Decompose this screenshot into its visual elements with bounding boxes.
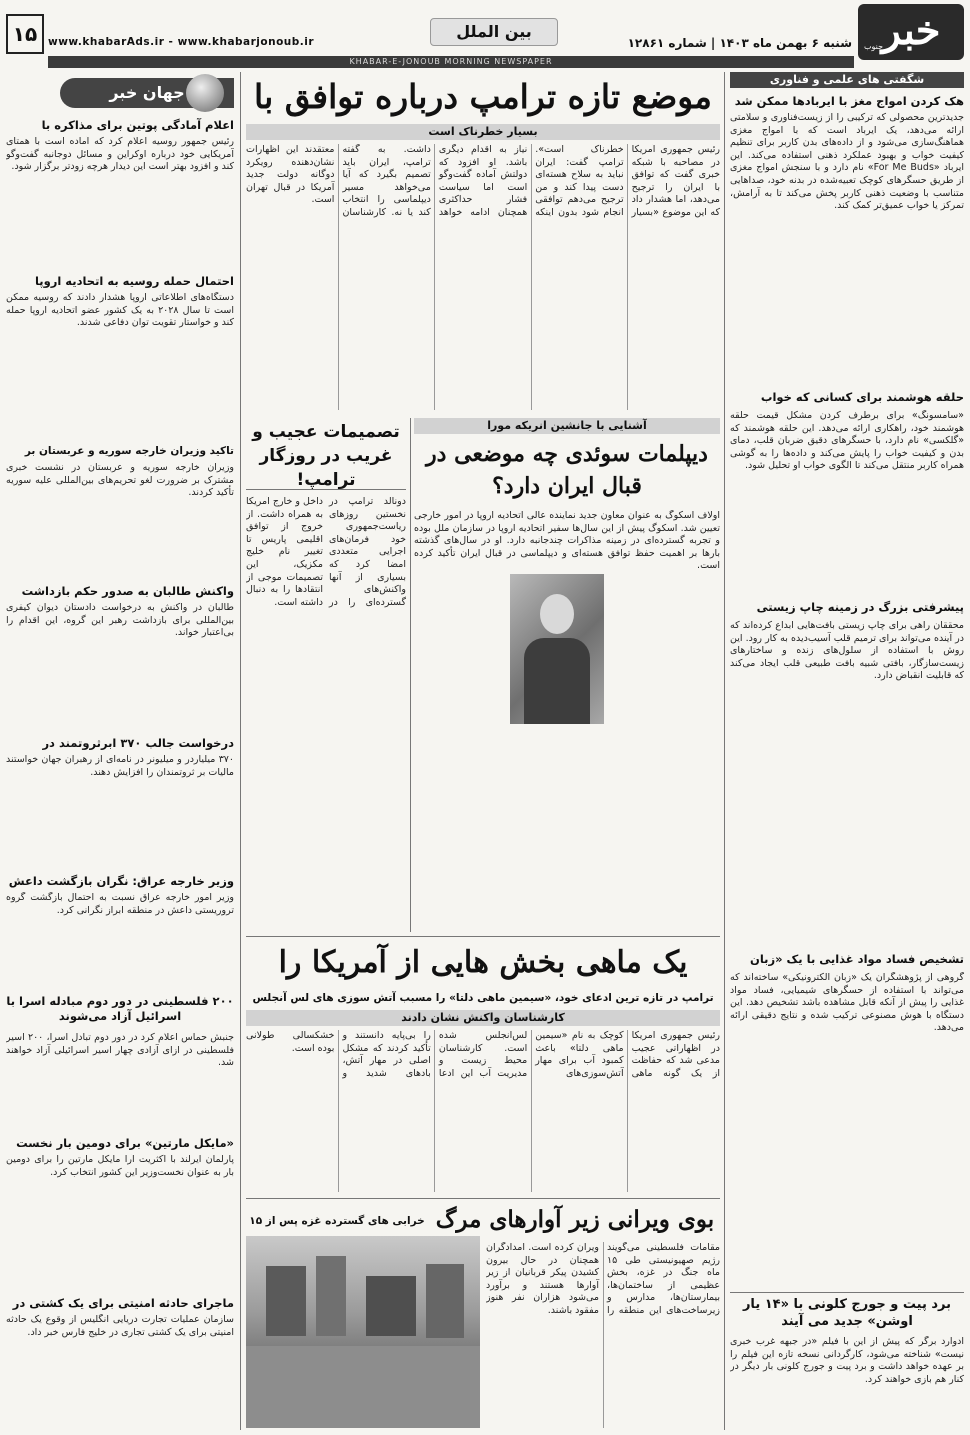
world-news-column	[6, 74, 234, 1430]
fish-headline: یک ماهی بخش هایی از آمریکا را	[278, 945, 688, 980]
science-body-1: جدیدترین محصولی که ترکیبی را از زیست‌فناوری و سلامتی ارائه می‌دهد، یک ایرباد است که با امواج مغزی هماهنگ‌سازی می‌شود و از داده‌های بدن کاربر برای تنظیم کیفیت خواب و بهبود عملکرد ذهنی استفاده می‌کند. این ایرباد «For Me Buds» نام دارد و با سنجش امواج مغزی از طریق حسگرهای کوچک تعبیه‌شده در بدنه خود، صداهایی متناسب با وضعیت ذهنی کاربر پخش می‌کند تا به آرامش، تمرکز یا خواب عمیق‌تر کمک کند.	[730, 112, 964, 212]
masthead-subtitle: KHABAR-E-JONOUB MORNING NEWSPAPER	[349, 57, 553, 66]
main-body: رئیس جمهوری آمریکا در مصاحبه با شبکه خبری گفت که توافق با ایران را ترجیح می‌دهد، اما هشدار داد که این موضوع «بسیار خطرناک است». ترامپ گفت: ایران نباید به سلاح هسته‌ای دست پیدا کند و من ترجیح می‌دهم توافقی انجام شود بدون اینکه نیاز به اقدام دیگری باشد. او افزود که دولتش آماده گفت‌وگو است اما سیاست فشار حداکثری همچنان ادامه خواهد داشت. به گفته ترامپ، ایران باید تصمیم بگیرد که آیا می‌خواهد مسیر دیپلماسی را انتخاب کند یا نه. کارشناسان معتقدند این اظهارات نشان‌دهنده رویکرد دوگانه دولت جدید آمریکا در قبال تهران است.	[246, 144, 720, 218]
gaza-photo	[246, 1236, 480, 1428]
science-headline-4: تشخیص فساد مواد غذایی با یک «زبان	[750, 952, 964, 966]
world-headline-6: وزیر خارجه عراق: نگران بازگشت داعش	[8, 874, 234, 888]
strange-headline: تصمیمات عجیب و غریب در روزگار ترامپ!	[246, 420, 406, 490]
fish-bar: کارشناسان واکنش نشان دادند	[246, 1010, 720, 1026]
diplomat-photo	[510, 574, 604, 724]
section-title: بین الملل	[456, 22, 532, 41]
world-body-6: وزیر امور خارجه عراق نسبت به احتمال بازگشت گروه تروریستی داعش در منطقه ابراز نگرانی کرد.	[6, 892, 234, 916]
swedish-body-cont-left	[414, 574, 506, 930]
center-left-rule	[240, 72, 241, 1430]
world-headline-7: ۲۰۰ فلسطینی در دور دوم مبادله اسرا با اسرائیل آزاد می‌شوند	[6, 994, 234, 1023]
world-body-9: سازمان عملیات تجارت دریایی انگلیس از وقوع یک حادثه امنیتی برای یک کشتی تجاری در خلیج فارس خبر داد.	[6, 1314, 234, 1338]
science-headline-5: برد پیت و جورج کلونی با «۱۴ یار اوشن» جدید می آیند	[742, 1297, 952, 1329]
gaza-subheadline: خرابی های گسترده غزه پس از ۱۵	[249, 1215, 425, 1227]
world-body-3: وزیران خارجه سوریه و عربستان در نشست خبری مشترک بر ضرورت لغو تحریم‌های بین‌المللی علیه سوریه تأکید کردند.	[6, 462, 234, 499]
swedish-kicker: آشنایی با جانشین انریکه مورا	[414, 418, 720, 434]
science-divider	[730, 1292, 964, 1293]
swedish-body: اولاف اسکوگ به عنوان معاون جدید نماینده عالی اتحادیه اروپا در امور خارجی تعیین شد. اسکوگ پیش از این سال‌ها سفیر اتحادیه اروپا در سازمان ملل بوده و تجربه گسترده‌ای در زمینه مذاکرات چندجانبه دارد. او در سال‌های گذشته بارها بر اهمیت حفظ توافق هسته‌ای و دیپلماسی در قبال ایران تأکید کرده است.	[414, 510, 720, 570]
science-headline-2: حلقه هوشمند برای کسانی که خواب	[760, 390, 964, 404]
masthead	[0, 0, 970, 70]
world-body-4: طالبان در واکنش به درخواست دادستان دیوان کیفری بین‌المللی برای بازداشت رهبر این گروه، این اقدام را بی‌اعتبار خواند.	[6, 602, 234, 639]
science-body-5: ادوارد برگر که پیش از این با فیلم «در جبهه غرب خبری نیست» شناخته می‌شود، کارگردانی نسخه تازه این فیلم را بر عهده خواهد داشت و برد پیت و جورج کلونی بار دیگر در کنار هم بازی خواهند کرد.	[730, 1336, 964, 1385]
fish-body: رئیس جمهوری آمریکا در اظهاراتی عجیب مدعی شد که حفاظت از یک گونه ماهی کوچک به نام «سیمین ماهی دلتا» باعث کمبود آب برای مهار آتش‌سوزی‌های لس‌آنجلس شده است. کارشناسان محیط زیست و مدیریت آب این ادعا را بی‌پایه دانستند و تأکید کردند که مشکل اصلی در مهار آتش، بادهای شدید و خشکسالی طولانی بوده است.	[246, 1030, 720, 1079]
world-headline-8: «مایکل مارتین» برای دومین بار نخست	[16, 1136, 234, 1150]
world-body-8: پارلمان ایرلند با اکثریت آرا مایکل مارتین را برای دومین بار به عنوان نخست‌وزیر این کشور انتخاب کرد.	[6, 1154, 234, 1178]
world-news-label: جهان خبر	[109, 83, 185, 102]
issue-date: شنبه ۶ بهمن ماه ۱۴۰۳ | شماره ۱۲۸۶۱	[627, 36, 852, 50]
science-body-2: «سامسونگ» برای برطرف کردن مشکل قیمت حلقه هوشمند خود، راهکاری ارائه می‌دهد. این حلقه هوشمند که «گلکسی» نام دارد، با حسگرهای دقیق ضربان قلب، دمای بدن و کیفیت خواب را پایش می‌کند و داده‌ها را به گوشی همراه کاربر منتقل می‌کند تا الگوی خواب او تحلیل شود.	[730, 410, 964, 472]
science-column	[730, 70, 964, 1430]
main-subheadline: بسیار خطرناک است	[246, 124, 720, 140]
masthead-rule	[48, 56, 854, 68]
page-number: ۱۵	[12, 22, 38, 46]
world-headline-5: درخواست جالب ۳۷۰ ابرثروتمند در	[42, 736, 234, 750]
gaza-body: مقامات فلسطینی می‌گویند رژیم صهیونیستی طی ۱۵ ماه جنگ در غزه، بخش عظیمی از ساختمان‌ها، بیمارستان‌ها، مدارس و زیرساخت‌های این منطقه را ویران کرده است. امدادگران همچنان در حال بیرون کشیدن پیکر قربانیان از زیر آوارها هستند و برآورد می‌شود هزاران نفر هنوز مفقود باشند.	[486, 1242, 720, 1316]
world-headline-2: احتمال حمله روسیه به اتحادیه اروپا	[34, 274, 234, 288]
science-headline-1: هک کردن امواج مغز با ایربادها ممکن شد	[734, 94, 964, 108]
website-links: www.khabarAds.ir - www.khabarjonoub.ir	[48, 36, 315, 48]
fish-subheadline: ترامپ در تازه ترین ادعای خود، «سیمین ماهی دلتا» را مسبب آتش سوزی های لس آنجلس	[252, 992, 714, 1004]
swedish-strange-rule	[410, 418, 411, 932]
section-tab	[430, 18, 558, 46]
gaza-headline: بوی ویرانی زیر آوارهای مرگ	[435, 1206, 715, 1233]
newspaper-logo	[858, 4, 964, 60]
swedish-body-cont-right	[608, 574, 720, 930]
world-body-1: رئیس جمهور روسیه اعلام کرد که آماده است با همتای آمریکایی خود درباره اوکراین و مسائل دوجانبه گفت‌وگو کند و افزود بهتر است این دیدار هرچه زودتر برگزار شود.	[6, 136, 234, 173]
gaza-top-rule	[246, 1198, 720, 1199]
swedish-headline: دیپلمات سوئدی چه موضعی در قبال ایران دارد؟	[426, 441, 708, 499]
world-body-2: دستگاه‌های اطلاعاتی اروپا هشدار دادند که روسیه ممکن است تا سال ۲۰۲۸ به یک کشور عضو اتحادیه اروپا حمله کند و خواستار تقویت توان دفاعی شدند.	[6, 292, 234, 329]
science-body-4: گروهی از پژوهشگران یک «زبان الکترونیکی» ساخته‌اند که می‌تواند با استفاده از حسگرهای شیمیایی، فساد مواد غذایی را پیش از آنکه قابل مشاهده باشد تشخیص دهد. این دستگاه با هوش مصنوعی ترکیب شده و نتایج دقیقی ارائه می‌دهد.	[730, 972, 964, 1034]
world-headline-4: واکنش طالبان به صدور حکم بازداشت	[21, 584, 234, 598]
world-headline-3: تاکید وزیران خارجه سوریه و عربستان بر	[24, 445, 234, 457]
world-body-7: جنبش حماس اعلام کرد در دور دوم تبادل اسرا، ۲۰۰ اسیر فلسطینی در ازای آزادی چهار اسیر اسرائیلی آزاد خواهند شد.	[6, 1032, 234, 1069]
strange-body: دونالد ترامپ در نخستین روزهای ریاست‌جمهوری خود فرمان‌های اجرایی متعددی امضا کرد که بسیاری از آنها واکنش‌های گسترده‌ای را در داخل و خارج آمریکا به همراه داشت. از خروج از توافق اقلیمی پاریس تا تغییر نام خلیج مکزیک، این تصمیمات موجی از انتقادها را به دنبال داشته است.	[246, 496, 406, 608]
page-number-box	[6, 14, 44, 54]
globe-icon	[186, 74, 224, 112]
main-headline: موضع تازه ترامپ درباره توافق با	[254, 77, 712, 116]
science-body-3: محققان راهی برای چاپ زیستی بافت‌هایی ابداع کرده‌اند که در آینده می‌تواند برای ترمیم قلب آسیب‌دیده به کار رود. این روش با استفاده از سلول‌های زنده و ساختارهای زیست‌سازگار، بافتی شبیه بافت طبیعی قلب ایجاد می‌کند که قابلیت انقباض دارد.	[730, 620, 964, 682]
world-headline-9: ماجرای حادثه امنیتی برای یک کشتی در	[12, 1296, 234, 1310]
science-label: شگفتی های علمی و فناوری	[730, 72, 964, 88]
logo-text: خبر	[881, 7, 941, 54]
world-body-5: ۳۷۰ میلیاردر و میلیونر در نامه‌ای از رهبران جهان خواستند مالیات بر ثروتمندان را افزایش دهند.	[6, 754, 234, 778]
logo-subtext: جنوب	[864, 42, 884, 51]
science-headline-3: پیشرفتی بزرگ در زمینه چاپ زیستی	[756, 600, 964, 614]
world-headline-1: اعلام آمادگی پوتین برای مذاکره با	[41, 118, 234, 132]
fish-top-rule	[246, 936, 720, 937]
right-column-rule	[724, 72, 725, 1430]
